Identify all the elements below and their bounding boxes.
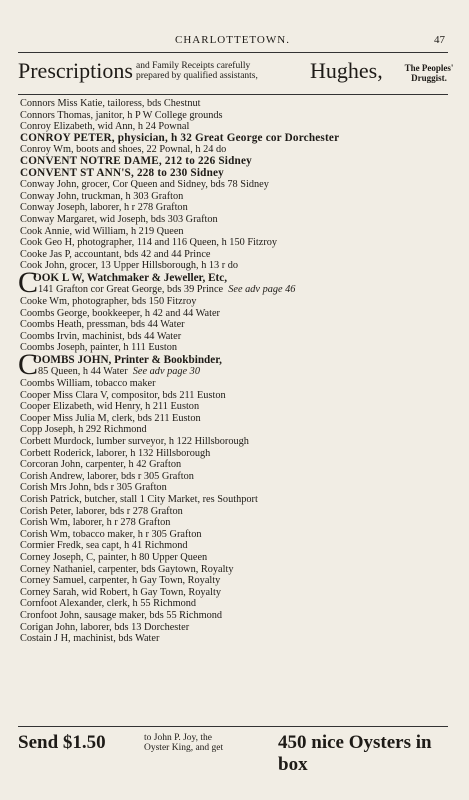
ad-middle-text [136,61,258,81]
list-item: Cornfoot Alexander, clerk, h 55 Richmond [20,598,197,610]
ad-tag-line1: The Peoples' [404,63,454,73]
ad-prescriptions: Prescriptions [18,58,133,83]
ad-middle-line2: prepared by qualified assistants, [136,71,258,81]
list-item: Corish Wm, laborer, h r 278 Grafton [20,517,171,529]
list-item: CONVENT ST ANN'S, 228 to 230 Sidney [20,167,224,179]
dropcap-letter: C [18,265,39,299]
list-item: Conway Joseph, laborer, h r 278 Grafton [20,202,188,214]
banner-rule [18,94,448,95]
top-rule [18,52,448,53]
list-item: Conroy Wm, boots and shoes, 22 Pownal, h 24 do [20,144,227,156]
ad-tag-line2: Druggist. [411,73,447,83]
list-item: Corney Sarah, wid Robert, h Gay Town, Royalty [20,586,221,598]
list-item: Corish Andrew, laborer, bds r 305 Grafton [20,470,194,482]
list-item: Cronfoot John, sausage maker, bds 55 Richmond [20,609,223,621]
footer-send-price: Send $1.50 [18,732,106,753]
coombs-john-heading: OOMBS JOHN, Printer & Bookbinder, [33,353,222,366]
list-item: Conroy Elizabeth, wid Ann, h 24 Pownal [20,121,190,133]
list-item: Corcoran John, carpenter, h 42 Grafton [20,459,182,471]
list-item: Cooper Miss Julia M, clerk, bds 211 Euston [20,412,201,424]
list-item: Connors Miss Katie, tailoress, bds Chestnut [20,98,201,109]
list-item: Corish Patrick, butcher, stall 1 City Market, res Southport [20,494,258,505]
coombs-john-address [20,366,450,378]
list-item: Coombs Irvin, machinist, bds 44 Water [20,330,182,342]
footer-middle-text [144,733,223,753]
list-item: Corigan John, laborer, bds 13 Dorchester [20,621,190,633]
list-item: Cooper Miss Clara V, compositor, bds 211 Euston [20,389,226,401]
list-item: Coombs William, tobacco maker [20,378,156,390]
list-item: Conway John, truckman, h 303 Grafton [20,190,184,202]
coombs-john-address-text: 85 Queen, h 44 Water [38,366,128,378]
footer-rule [18,726,448,727]
list-item: Coombs George, bookkeeper, h 42 and 44 Water [20,307,220,319]
list-item: Cook Annie, wid William, h 219 Queen [20,225,184,237]
list-item: Costain J H, machinist, bds Water [20,633,160,645]
city-heading: CHARLOTTETOWN. [175,34,290,46]
cook-lw-address-text: 141 Grafton cor Great George, bds 39 Prince [38,284,224,296]
coombs-john-see-adv: See adv page 30 [132,366,200,378]
list-item: Corney Joseph, C, painter, h 80 Upper Queen [20,551,208,563]
page-number: 47 [434,34,445,46]
list-item: CONROY PETER, physician, h 32 Great George cor Dorchester [20,132,340,144]
list-item: Conway John, grocer, Cor Queen and Sidney, bds 78 Sidney [20,179,269,191]
list-item: Connors Thomas, janitor, h P W College grounds [20,109,223,121]
footer-middle-line1: to John P. Joy, the [144,733,213,743]
list-item: Corney Samuel, carpenter, h Gay Town, Royalty [20,575,221,587]
ad-middle-line1: and Family Receipts carefully [136,61,251,71]
footer-middle-line2: Oyster King, and get [144,743,224,753]
list-item: CONVENT NOTRE DAME, 212 to 226 Sidney [20,155,252,167]
list-item: Corney Nathaniel, carpenter, bds Gaytown, Royalty [20,563,234,575]
list-item: Cooke Jas P, accountant, bds 42 and 44 Prince [20,248,211,260]
list-item: Cook John, grocer, 13 Upper Hillsborough, h 13 r do [20,260,239,272]
list-item: Corish Peter, laborer, bds r 278 Grafton [20,505,183,517]
list-item: Corbett Roderick, laborer, h 132 Hillsborough [20,447,211,459]
list-item: Copp Joseph, h 292 Richmond [20,424,147,436]
list-item: Corbett Murdock, lumber surveyor, h 122 Hillsborough [20,436,249,448]
list-item: Corish Mrs John, bds r 305 Grafton [20,482,167,494]
cook-lw-address [20,284,450,296]
cook-lw-heading: OOK L W, Watchmaker & Jeweller, Etc, [33,271,228,284]
footer-oysters: 450 nice Oysters in box [278,732,432,775]
list-item: Conway Margaret, wid Joseph, bds 303 Grafton [20,213,218,225]
list-item: Cormier Fredk, sea capt, h 41 Richmond [20,540,188,552]
list-item: Cook Geo H, photographer, 114 and 116 Queen, h 150 Fitzroy [20,237,278,249]
ad-hughes: Hughes, [310,58,383,83]
directory-entries [20,98,450,645]
ad-tagline [400,63,458,83]
list-item: Coombs Heath, pressman, bds 44 Water [20,319,185,331]
list-item: Corish Wm, tobacco maker, h r 305 Grafton [20,528,202,540]
cook-lw-see-adv: See adv page 46 [228,284,296,296]
list-item: Cooper Elizabeth, wid Henry, h 211 Euston [20,401,200,413]
bottom-advertisement [18,728,450,775]
dropcap-letter: C [18,347,39,381]
list-item: Cooke Wm, photographer, bds 150 Fitzroy [20,296,197,307]
list-item: Coombs Joseph, painter, h 111 Euston [20,342,177,354]
top-advertisement [18,54,454,94]
